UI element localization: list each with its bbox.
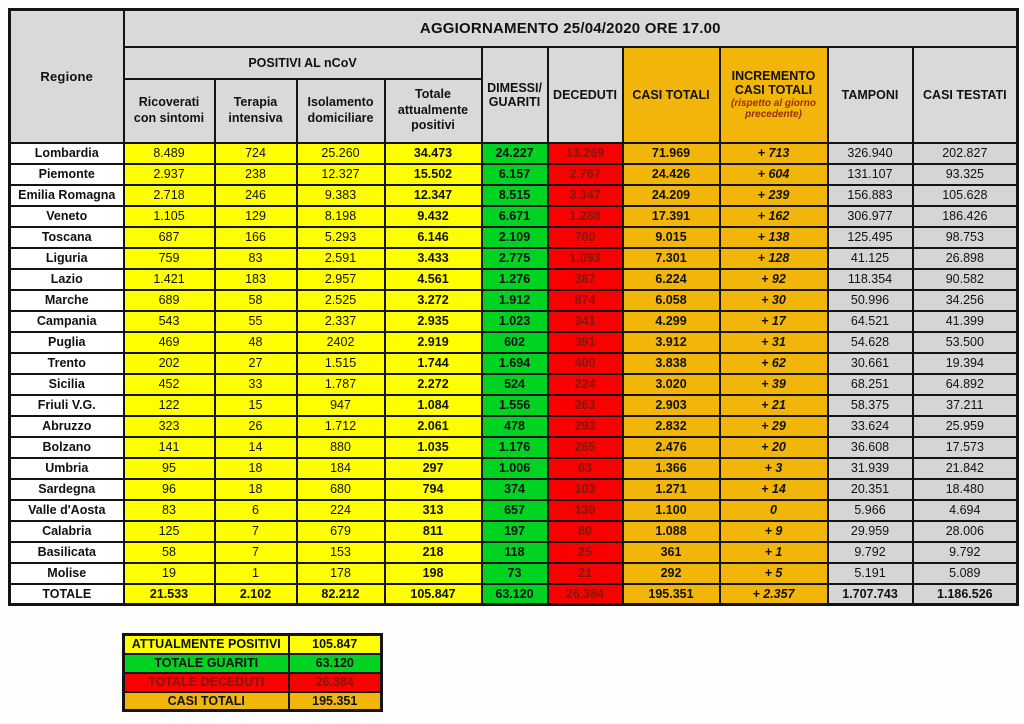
guariti-cell: 1.912 [482,290,548,311]
summary-row [124,673,382,692]
casi-testati-cell: 21.842 [913,458,1018,479]
casi-testati-cell: 5.089 [913,563,1018,584]
guariti-cell: 118 [482,542,548,563]
guariti-cell: 2.775 [482,248,548,269]
totale-positivi-cell: 794 [385,479,482,500]
ricoverati-cell: 95 [124,458,215,479]
region-row [10,164,1018,185]
incremento-cell: + 604 [720,164,828,185]
terapia-intensiva-cell: 183 [215,269,297,290]
region-row [10,479,1018,500]
column-header-regione: Regione [10,10,124,143]
casi-testati-cell: 19.394 [913,353,1018,374]
casi-testati-cell: 64.892 [913,374,1018,395]
tamponi-cell: 118.354 [828,269,913,290]
tamponi-cell: 68.251 [828,374,913,395]
tamponi-cell: 64.521 [828,311,913,332]
totale-positivi-cell: 198 [385,563,482,584]
tamponi-cell: 31.939 [828,458,913,479]
deceduti-cell: 265 [548,437,623,458]
region-row [10,332,1018,353]
casi-testati-cell: 98.753 [913,227,1018,248]
isolamento-cell: 82.212 [297,584,385,605]
tamponi-cell: 30.661 [828,353,913,374]
casi-totali-cell: 3.838 [623,353,720,374]
isolamento-cell: 680 [297,479,385,500]
region-row [10,437,1018,458]
deceduti-cell: 263 [548,395,623,416]
casi-testati-cell: 28.006 [913,521,1018,542]
isolamento-cell: 8.198 [297,206,385,227]
ricoverati-cell: 689 [124,290,215,311]
isolamento-cell: 178 [297,563,385,584]
incremento-cell: + 31 [720,332,828,353]
incremento-cell: + 1 [720,542,828,563]
deceduti-cell: 26.384 [548,584,623,605]
casi-totali-cell: 4.299 [623,311,720,332]
deceduti-cell: 874 [548,290,623,311]
totale-positivi-cell: 811 [385,521,482,542]
casi-testati-cell: 18.480 [913,479,1018,500]
terapia-intensiva-cell: 129 [215,206,297,227]
ricoverati-cell: 8.489 [124,143,215,164]
casi-testati-cell: 53.500 [913,332,1018,353]
tamponi-cell: 33.624 [828,416,913,437]
tamponi-cell: 156.883 [828,185,913,206]
terapia-intensiva-cell: 7 [215,542,297,563]
isolamento-cell: 1.787 [297,374,385,395]
tamponi-cell: 5.966 [828,500,913,521]
ricoverati-cell: 759 [124,248,215,269]
deceduti-cell: 293 [548,416,623,437]
region-cell: Liguria [10,248,124,269]
summary-row [124,635,382,654]
ricoverati-cell: 58 [124,542,215,563]
region-cell: TOTALE [10,584,124,605]
region-cell: Piemonte [10,164,124,185]
region-cell: Sicilia [10,374,124,395]
ricoverati-cell: 125 [124,521,215,542]
deceduti-cell: 21 [548,563,623,584]
casi-testati-cell: 186.426 [913,206,1018,227]
summary-value: 105.847 [289,635,382,654]
isolamento-cell: 224 [297,500,385,521]
totale-positivi-cell: 2.935 [385,311,482,332]
casi-testati-cell: 4.694 [913,500,1018,521]
region-cell: Basilicata [10,542,124,563]
region-cell: Umbria [10,458,124,479]
column-header-ricoverati: Ricoverati con sintomi [124,79,215,143]
region-row [10,563,1018,584]
terapia-intensiva-cell: 18 [215,479,297,500]
incremento-cell: + 62 [720,353,828,374]
guariti-cell: 602 [482,332,548,353]
terapia-intensiva-cell: 26 [215,416,297,437]
incremento-cell: 0 [720,500,828,521]
summary-value: 63.120 [289,654,382,673]
region-cell: Molise [10,563,124,584]
casi-totali-cell: 292 [623,563,720,584]
casi-totali-cell: 24.426 [623,164,720,185]
terapia-intensiva-cell: 166 [215,227,297,248]
tamponi-cell: 1.707.743 [828,584,913,605]
summary-label: ATTUALMENTE POSITIVI [124,635,289,654]
summary-row [124,692,382,711]
isolamento-cell: 947 [297,395,385,416]
main-table [8,8,1019,606]
region-row [10,248,1018,269]
deceduti-cell: 224 [548,374,623,395]
terapia-intensiva-cell: 246 [215,185,297,206]
region-row [10,185,1018,206]
totale-positivi-cell: 4.561 [385,269,482,290]
casi-totali-cell: 6.058 [623,290,720,311]
summary-label: TOTALE DECEDUTI [124,673,289,692]
isolamento-cell: 2402 [297,332,385,353]
region-cell: Puglia [10,332,124,353]
column-header-casi-testati: CASI TESTATI [913,47,1018,143]
deceduti-cell: 80 [548,521,623,542]
isolamento-cell: 9.383 [297,185,385,206]
region-cell: Valle d'Aosta [10,500,124,521]
column-header-totale-positivi: Totale attualmente positivi [385,79,482,143]
region-row [10,374,1018,395]
totale-positivi-cell: 9.432 [385,206,482,227]
deceduti-cell: 760 [548,227,623,248]
guariti-cell: 1.023 [482,311,548,332]
guariti-cell: 1.276 [482,269,548,290]
ricoverati-cell: 1.421 [124,269,215,290]
guariti-cell: 1.176 [482,437,548,458]
incremento-cell: + 3 [720,458,828,479]
totale-row [10,584,1018,605]
region-cell: Emilia Romagna [10,185,124,206]
guariti-cell: 73 [482,563,548,584]
tamponi-cell: 131.107 [828,164,913,185]
terapia-intensiva-cell: 14 [215,437,297,458]
tamponi-cell: 29.959 [828,521,913,542]
deceduti-cell: 387 [548,269,623,290]
ricoverati-cell: 687 [124,227,215,248]
region-row [10,206,1018,227]
isolamento-cell: 153 [297,542,385,563]
region-cell: Calabria [10,521,124,542]
terapia-intensiva-cell: 58 [215,290,297,311]
region-row [10,395,1018,416]
totale-positivi-cell: 2.919 [385,332,482,353]
region-cell: Lazio [10,269,124,290]
tamponi-cell: 9.792 [828,542,913,563]
region-cell: Toscana [10,227,124,248]
casi-totali-cell: 1.366 [623,458,720,479]
casi-totali-cell: 195.351 [623,584,720,605]
terapia-intensiva-cell: 1 [215,563,297,584]
casi-testati-cell: 41.399 [913,311,1018,332]
column-header-deceduti: DECEDUTI [548,47,623,143]
guariti-cell: 197 [482,521,548,542]
deceduti-cell: 391 [548,332,623,353]
incremento-cell: + 5 [720,563,828,584]
tamponi-cell: 50.996 [828,290,913,311]
tamponi-cell: 20.351 [828,479,913,500]
incremento-cell: + 17 [720,311,828,332]
deceduti-cell: 3.347 [548,185,623,206]
isolamento-cell: 5.293 [297,227,385,248]
column-header-dimessi-guariti: DIMESSI/ GUARITI [482,47,548,143]
ricoverati-cell: 1.105 [124,206,215,227]
totale-positivi-cell: 297 [385,458,482,479]
deceduti-cell: 103 [548,479,623,500]
column-header-isolamento: Isolamento domiciliare [297,79,385,143]
terapia-intensiva-cell: 55 [215,311,297,332]
region-row [10,311,1018,332]
group-header-positivi: POSITIVI AL nCoV [124,47,482,79]
ricoverati-cell: 122 [124,395,215,416]
totale-positivi-cell: 6.146 [385,227,482,248]
isolamento-cell: 880 [297,437,385,458]
summary-body [124,635,382,711]
region-cell: Abruzzo [10,416,124,437]
summary-label: CASI TOTALI [124,692,289,711]
column-header-terapia-intensiva: Terapia intensiva [215,79,297,143]
totale-positivi-cell: 2.061 [385,416,482,437]
casi-totali-cell: 1.271 [623,479,720,500]
region-row [10,542,1018,563]
tamponi-cell: 58.375 [828,395,913,416]
casi-totali-cell: 9.015 [623,227,720,248]
casi-testati-cell: 202.827 [913,143,1018,164]
region-row [10,416,1018,437]
ricoverati-cell: 323 [124,416,215,437]
tamponi-cell: 306.977 [828,206,913,227]
terapia-intensiva-cell: 7 [215,521,297,542]
summary-value: 195.351 [289,692,382,711]
guariti-cell: 63.120 [482,584,548,605]
isolamento-cell: 184 [297,458,385,479]
ricoverati-cell: 543 [124,311,215,332]
deceduti-cell: 341 [548,311,623,332]
region-row [10,269,1018,290]
casi-totali-cell: 7.301 [623,248,720,269]
totale-positivi-cell: 313 [385,500,482,521]
summary-table [122,633,383,712]
column-header-casi-totali: CASI TOTALI [623,47,720,143]
totale-positivi-cell: 3.433 [385,248,482,269]
casi-totali-cell: 1.088 [623,521,720,542]
casi-totali-cell: 71.969 [623,143,720,164]
deceduti-cell: 1.093 [548,248,623,269]
deceduti-cell: 1.288 [548,206,623,227]
incremento-cell: + 30 [720,290,828,311]
summary-label: TOTALE GUARITI [124,654,289,673]
deceduti-cell: 63 [548,458,623,479]
region-cell: Marche [10,290,124,311]
ricoverati-cell: 469 [124,332,215,353]
region-cell: Trento [10,353,124,374]
isolamento-cell: 2.337 [297,311,385,332]
totale-positivi-cell: 34.473 [385,143,482,164]
guariti-cell: 657 [482,500,548,521]
totale-positivi-cell: 1.035 [385,437,482,458]
totale-positivi-cell: 2.272 [385,374,482,395]
region-cell: Lombardia [10,143,124,164]
casi-totali-cell: 1.100 [623,500,720,521]
terapia-intensiva-cell: 6 [215,500,297,521]
totale-positivi-cell: 12.347 [385,185,482,206]
terapia-intensiva-cell: 83 [215,248,297,269]
guariti-cell: 478 [482,416,548,437]
region-cell: Campania [10,311,124,332]
region-row [10,143,1018,164]
isolamento-cell: 2.591 [297,248,385,269]
casi-totali-cell: 6.224 [623,269,720,290]
incremento-cell: + 29 [720,416,828,437]
incremento-cell: + 20 [720,437,828,458]
region-row [10,521,1018,542]
region-cell: Veneto [10,206,124,227]
casi-totali-cell: 3.912 [623,332,720,353]
terapia-intensiva-cell: 724 [215,143,297,164]
region-row [10,227,1018,248]
guariti-cell: 1.694 [482,353,548,374]
isolamento-cell: 2.957 [297,269,385,290]
terapia-intensiva-cell: 238 [215,164,297,185]
region-cell: Sardegna [10,479,124,500]
terapia-intensiva-cell: 33 [215,374,297,395]
casi-totali-cell: 24.209 [623,185,720,206]
casi-testati-cell: 26.898 [913,248,1018,269]
casi-totali-cell: 361 [623,542,720,563]
deceduti-cell: 400 [548,353,623,374]
ricoverati-cell: 19 [124,563,215,584]
region-row [10,500,1018,521]
guariti-cell: 1.556 [482,395,548,416]
isolamento-cell: 1.712 [297,416,385,437]
guariti-cell: 6.671 [482,206,548,227]
deceduti-cell: 2.767 [548,164,623,185]
guariti-cell: 24.227 [482,143,548,164]
casi-testati-cell: 37.211 [913,395,1018,416]
guariti-cell: 2.109 [482,227,548,248]
casi-testati-cell: 25.959 [913,416,1018,437]
casi-testati-cell: 9.792 [913,542,1018,563]
totale-positivi-cell: 1.744 [385,353,482,374]
region-row [10,458,1018,479]
deceduti-cell: 25 [548,542,623,563]
casi-testati-cell: 93.325 [913,164,1018,185]
terapia-intensiva-cell: 2.102 [215,584,297,605]
totale-positivi-cell: 15.502 [385,164,482,185]
terapia-intensiva-cell: 18 [215,458,297,479]
region-cell: Friuli V.G. [10,395,124,416]
ricoverati-cell: 21.533 [124,584,215,605]
guariti-cell: 524 [482,374,548,395]
incremento-title: INCREMENTO CASI TOTALI [731,68,816,97]
totale-positivi-cell: 3.272 [385,290,482,311]
ricoverati-cell: 2.937 [124,164,215,185]
incremento-cell: + 239 [720,185,828,206]
table-header [10,10,1018,143]
region-row [10,353,1018,374]
ricoverati-cell: 452 [124,374,215,395]
ricoverati-cell: 141 [124,437,215,458]
ricoverati-cell: 83 [124,500,215,521]
casi-totali-cell: 17.391 [623,206,720,227]
casi-totali-cell: 2.903 [623,395,720,416]
incremento-cell: + 162 [720,206,828,227]
casi-totali-cell: 2.832 [623,416,720,437]
casi-testati-cell: 34.256 [913,290,1018,311]
incremento-cell: + 2.357 [720,584,828,605]
tamponi-cell: 41.125 [828,248,913,269]
summary-value: 26.384 [289,673,382,692]
incremento-cell: + 92 [720,269,828,290]
casi-testati-cell: 1.186.526 [913,584,1018,605]
deceduti-cell: 130 [548,500,623,521]
guariti-cell: 1.006 [482,458,548,479]
tamponi-cell: 5.191 [828,563,913,584]
totale-positivi-cell: 105.847 [385,584,482,605]
region-cell: Bolzano [10,437,124,458]
incremento-cell: + 9 [720,521,828,542]
report-title: AGGIORNAMENTO 25/04/2020 ORE 17.00 [124,10,1018,47]
guariti-cell: 374 [482,479,548,500]
guariti-cell: 6.157 [482,164,548,185]
terapia-intensiva-cell: 27 [215,353,297,374]
guariti-cell: 8.515 [482,185,548,206]
casi-totali-cell: 3.020 [623,374,720,395]
tamponi-cell: 326.940 [828,143,913,164]
region-row [10,290,1018,311]
isolamento-cell: 25.260 [297,143,385,164]
incremento-cell: + 128 [720,248,828,269]
casi-testati-cell: 105.628 [913,185,1018,206]
ricoverati-cell: 2.718 [124,185,215,206]
casi-testati-cell: 90.582 [913,269,1018,290]
isolamento-cell: 2.525 [297,290,385,311]
summary-row [124,654,382,673]
column-header-tamponi: TAMPONI [828,47,913,143]
ricoverati-cell: 202 [124,353,215,374]
terapia-intensiva-cell: 48 [215,332,297,353]
tamponi-cell: 125.495 [828,227,913,248]
terapia-intensiva-cell: 15 [215,395,297,416]
tamponi-cell: 36.608 [828,437,913,458]
incremento-cell: + 138 [720,227,828,248]
column-header-incremento [720,47,828,143]
tamponi-cell: 54.628 [828,332,913,353]
ricoverati-cell: 96 [124,479,215,500]
incremento-cell: + 14 [720,479,828,500]
incremento-cell: + 713 [720,143,828,164]
isolamento-cell: 12.327 [297,164,385,185]
incremento-cell: + 21 [720,395,828,416]
totale-positivi-cell: 218 [385,542,482,563]
table-body [10,143,1018,605]
incremento-cell: + 39 [720,374,828,395]
totale-positivi-cell: 1.084 [385,395,482,416]
casi-totali-cell: 2.476 [623,437,720,458]
deceduti-cell: 13.269 [548,143,623,164]
isolamento-cell: 679 [297,521,385,542]
casi-testati-cell: 17.573 [913,437,1018,458]
isolamento-cell: 1.515 [297,353,385,374]
incremento-note: (rispetto al giorno precedente) [731,97,816,120]
